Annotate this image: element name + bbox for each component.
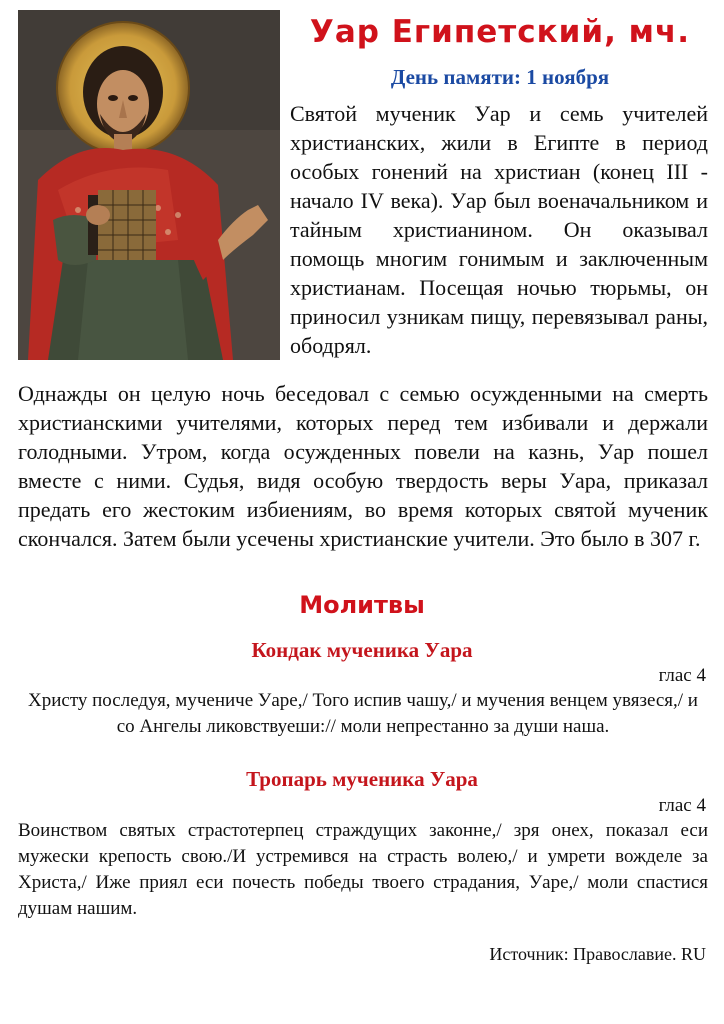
tropar-title: Тропарь мученика Уара [246,767,478,791]
prayers-heading: Молитвы [299,591,425,619]
intro-paragraph: Святой мученик Уар и семь учителей христианских, жили в Египте в период особых гонений на христиан (конец III - начало IV века). Уар был военачальником и тайным христианином. Он оказывал помощь многим гонимым и заключенным христианам. Посещая ночью тюрьмы, он приносил узникам пищу, перевязывал раны, ободрял. [290,101,708,358]
source-credit: Источник: Православие. RU [489,944,706,964]
page-title: Уар Египетский, мч. [309,14,691,50]
saint-icon [18,10,280,360]
kondak-tone: глас 4 [658,665,706,686]
tropar-tone: глас 4 [658,795,706,816]
memory-day: День памяти: 1 ноября [390,65,610,89]
saint-icon-image [18,10,280,360]
tropar-text: Воинством святых страстотерпец страждущих законне,/ зря онех, показал еси мужески крепость свою./И устремився на страсть волею,/ и умрети вожделе за Христа,/ Иже приял еси почесть победы твоего страдания, Уаре,/ моли спастися душам нашим. [18,820,708,919]
kondak-title: Кондак мученика Уара [251,638,473,662]
life-paragraph: Однажды он целую ночь беседовал с семью осужденными на смерть христианскими учителями, которых перед тем избивали и держали голодными. Утром, когда осужденных повели на казнь, Уар пошел вместе с ними. Судья, видя особую твердость веры Уара, приказал предать его жестоким избиениям, во время которых святой мученик скончался. Затем были усечены христианские учители. Это было в 307 г. [18,381,708,551]
kondak-text: Христу последуя, мучениче Уаре,/ Того испив чашу,/ и мучения венцем увязеся,/ и со Ангелы ликовствуеши:// моли непрестанно за души наша. [28,690,698,737]
